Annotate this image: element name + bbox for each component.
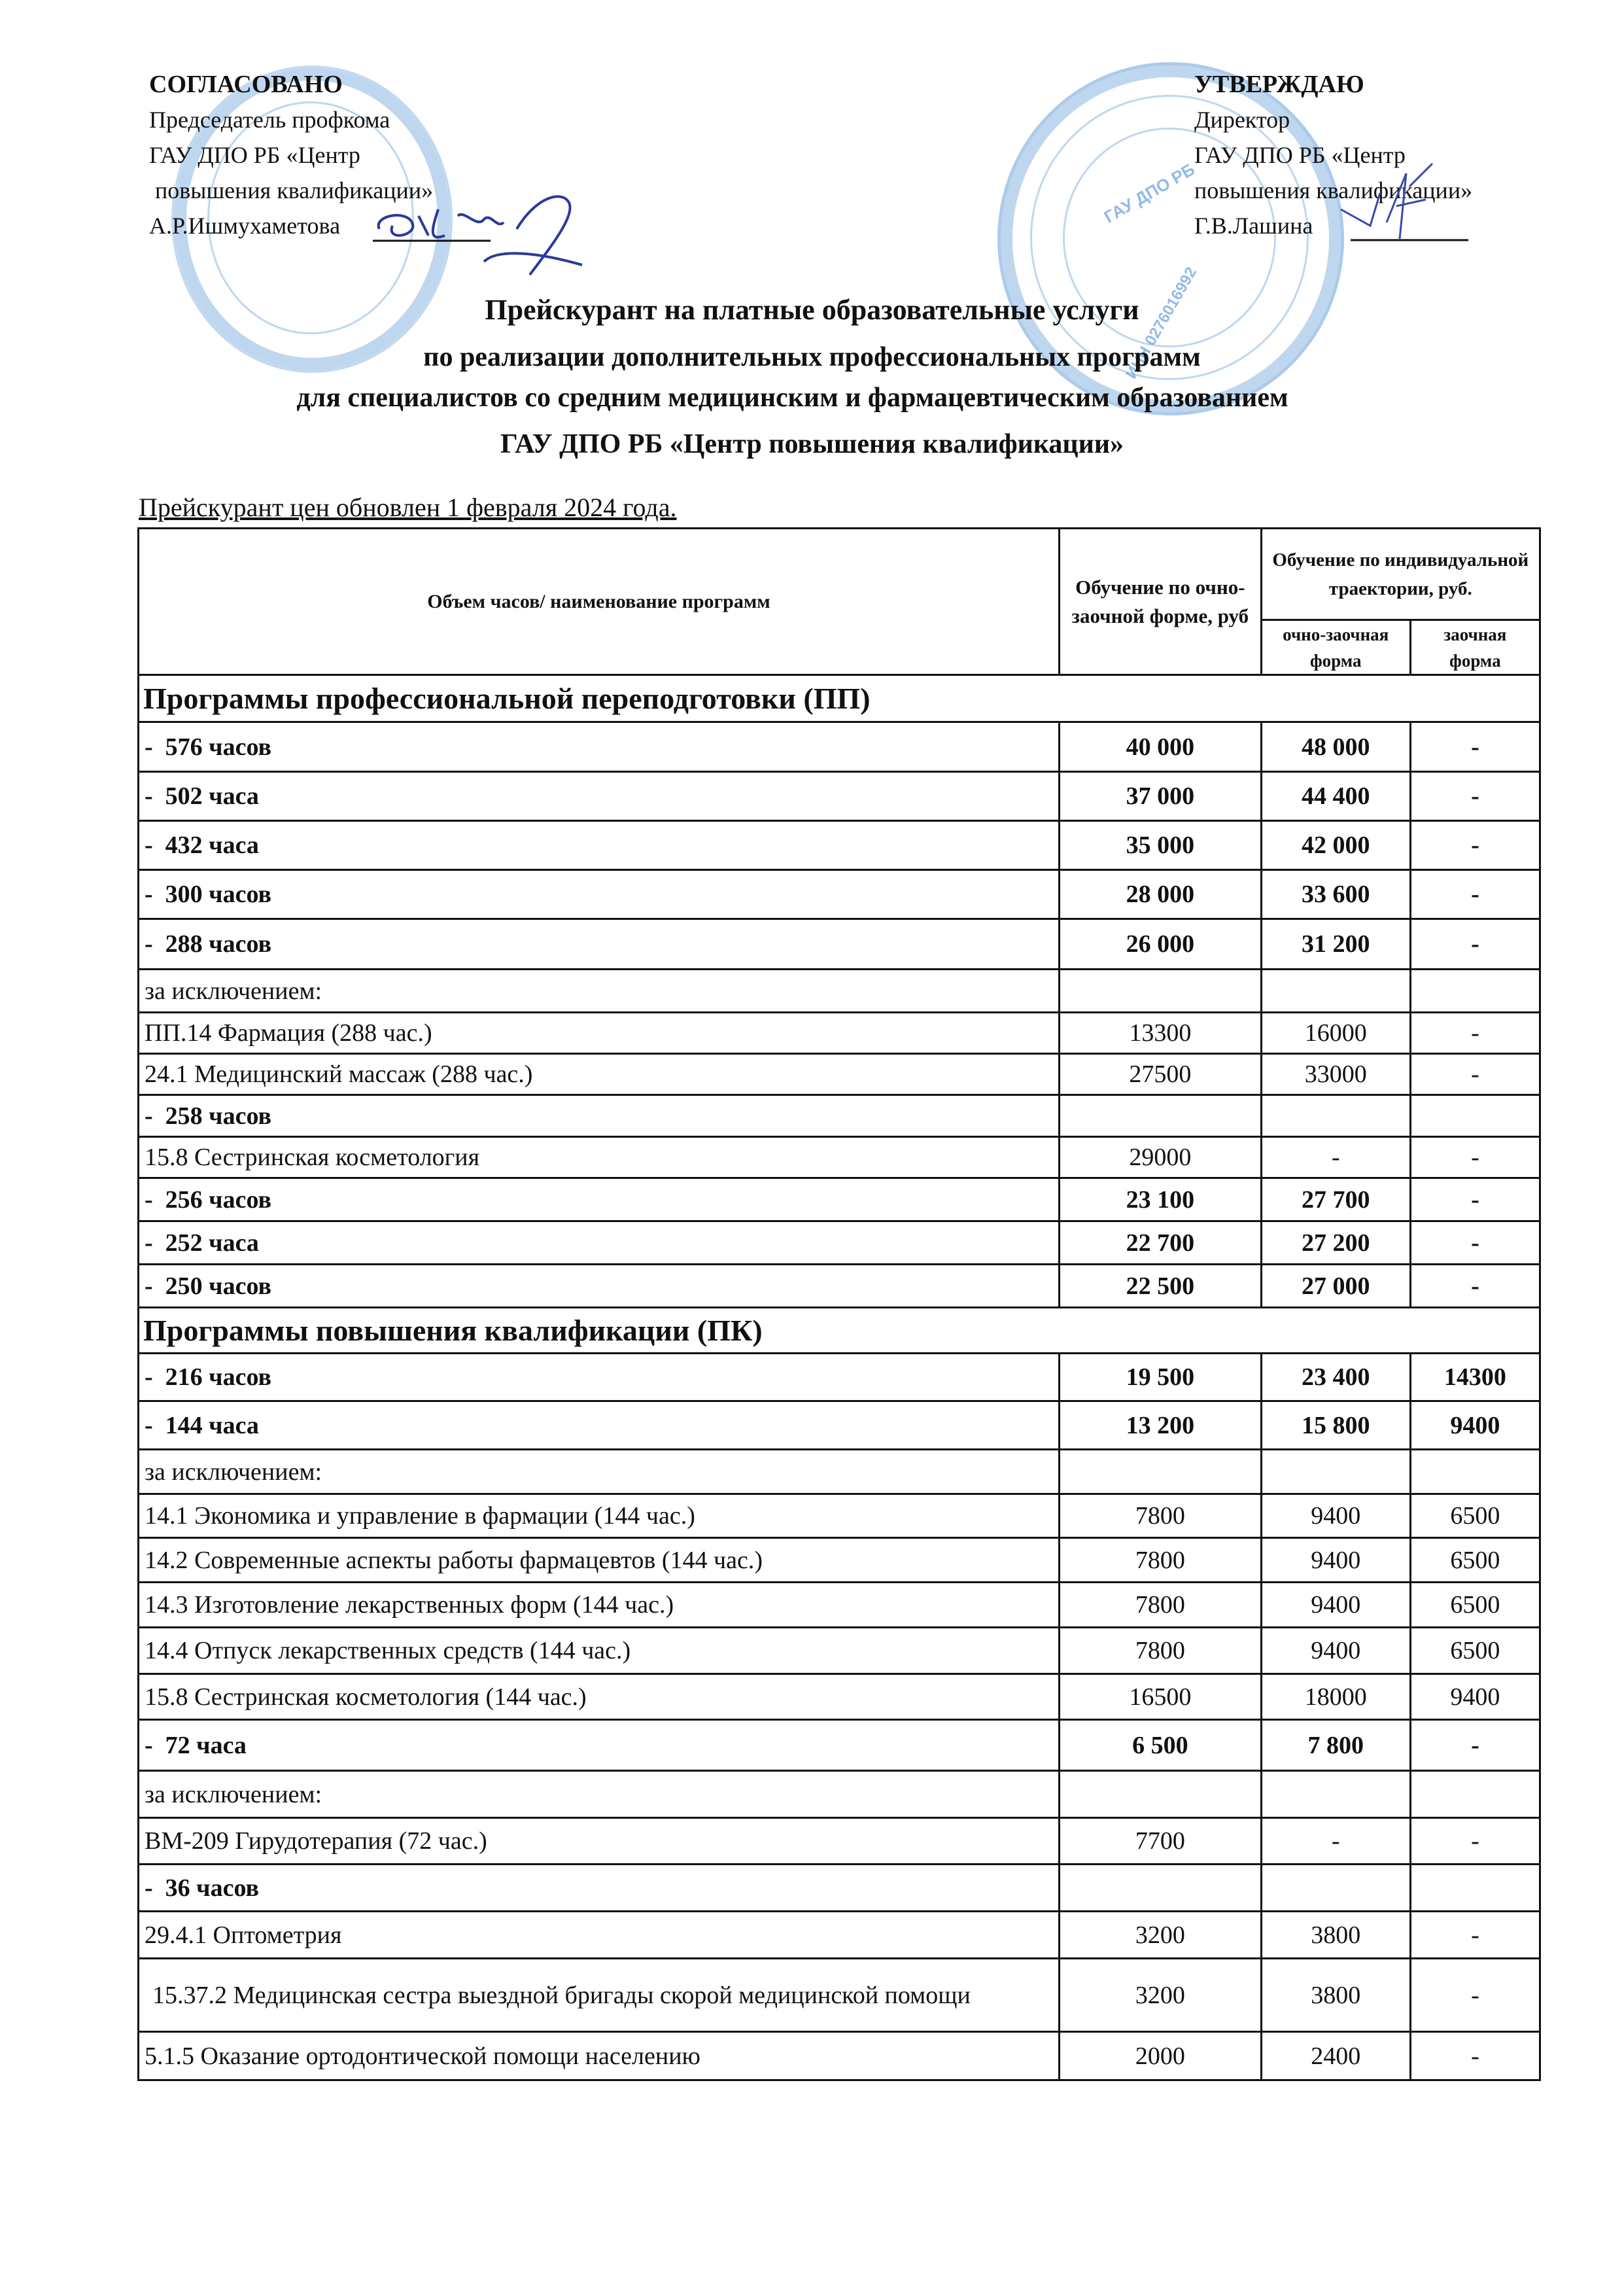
title-line-1: Прейскурант на платные образовательные услуги xyxy=(485,294,1139,326)
table-row xyxy=(139,1865,1540,1912)
price-ochno-zaochno xyxy=(1060,1450,1262,1494)
price-individual-ochno-zaochno: 18000 xyxy=(1261,1674,1410,1720)
price-individual-zaochno: - xyxy=(1410,1912,1540,1959)
row-label: 14.1 Экономика и управление в фармации (144 час.) xyxy=(139,1494,1060,1538)
approval-right-line: ГАУ ДПО РБ «Центр xyxy=(1194,142,1406,168)
stamp-inn: ИНН 0276016992 xyxy=(1122,264,1201,382)
approval-left-heading: СОГЛАСОВАНО xyxy=(149,71,343,98)
signature-left-icon xyxy=(366,190,641,294)
price-individual-ochno-zaochno xyxy=(1261,970,1410,1013)
title-line-4: ГАУ ДПО РБ «Центр повышения квалификации» xyxy=(500,429,1124,459)
approval-right-line: повышения квалификации» xyxy=(1194,177,1473,203)
price-individual-zaochno: 6500 xyxy=(1410,1538,1540,1583)
row-label: ПП.14 Фармация (288 час.) xyxy=(139,1013,1060,1054)
price-individual-ochno-zaochno xyxy=(1261,1450,1410,1494)
table-row xyxy=(139,1265,1540,1308)
table-row xyxy=(139,1354,1540,1401)
header-program: Объем часов/ наименование программ xyxy=(139,529,1060,675)
price-individual-zaochno xyxy=(1410,1771,1540,1818)
price-individual-ochno-zaochno: 23 400 xyxy=(1261,1354,1410,1401)
approval-right-heading: УТВЕРЖДАЮ xyxy=(1194,71,1364,98)
row-label: - 288 часов xyxy=(139,919,1060,970)
row-label: 14.3 Изготовление лекарственных форм (144 час.) xyxy=(139,1583,1060,1628)
price-individual-zaochno: - xyxy=(1410,1959,1540,2032)
table-row xyxy=(139,1959,1540,2032)
approval-left-line: Председатель профкома xyxy=(149,107,390,133)
row-label: - 256 часов xyxy=(139,1178,1060,1221)
price-ochno-zaochno: 28 000 xyxy=(1060,870,1262,919)
price-individual-ochno-zaochno xyxy=(1261,1771,1410,1818)
price-ochno-zaochno: 7700 xyxy=(1060,1818,1262,1865)
table-row xyxy=(139,919,1540,970)
title-line-2: по реализации дополнительных профессиональных программ xyxy=(423,342,1201,372)
price-ochno-zaochno xyxy=(1060,1771,1262,1818)
table-row xyxy=(139,1720,1540,1771)
row-label: 15.37.2 Медицинская сестра выездной бригады скорой медицинской помощи xyxy=(139,1959,1060,2032)
row-label: 15.8 Сестринская косметология (144 час.) xyxy=(139,1674,1060,1720)
price-individual-zaochno: 6500 xyxy=(1410,1583,1540,1628)
table-row xyxy=(139,1583,1540,1628)
table-row xyxy=(139,1013,1540,1054)
table-row xyxy=(139,1137,1540,1178)
price-individual-ochno-zaochno: 7 800 xyxy=(1261,1720,1410,1771)
price-individual-ochno-zaochno: 44 400 xyxy=(1261,772,1410,821)
price-ochno-zaochno: 2000 xyxy=(1060,2032,1262,2080)
price-individual-zaochno: - xyxy=(1410,772,1540,821)
row-label: - 502 часа xyxy=(139,772,1060,821)
price-individual-zaochno: - xyxy=(1410,1818,1540,1865)
price-individual-ochno-zaochno: 33 600 xyxy=(1261,870,1410,919)
table-row xyxy=(139,1221,1540,1265)
price-ochno-zaochno: 40 000 xyxy=(1060,722,1262,772)
row-label: - 216 часов xyxy=(139,1354,1060,1401)
price-individual-ochno-zaochno: 9400 xyxy=(1261,1538,1410,1583)
table-row xyxy=(139,1494,1540,1538)
price-ochno-zaochno: 22 700 xyxy=(1060,1221,1262,1265)
row-label: ВМ-209 Гирудотерапия (72 час.) xyxy=(139,1818,1060,1865)
row-label: 5.1.5 Оказание ортодонтической помощи населению xyxy=(139,2032,1060,2080)
price-individual-zaochno: 6500 xyxy=(1410,1494,1540,1538)
row-label: 24.1 Медицинский массаж (288 час.) xyxy=(139,1054,1060,1095)
table-row xyxy=(139,1818,1540,1865)
price-individual-zaochno: - xyxy=(1410,1013,1540,1054)
price-individual-zaochno: - xyxy=(1410,722,1540,772)
price-individual-ochno-zaochno: 9400 xyxy=(1261,1583,1410,1628)
table-row xyxy=(139,722,1540,772)
header-ochno-zaochno: Обучение по очно-заочной форме, руб xyxy=(1060,529,1262,675)
price-individual-ochno-zaochno: 42 000 xyxy=(1261,821,1410,870)
price-individual-zaochno: - xyxy=(1410,2032,1540,2080)
price-ochno-zaochno: 19 500 xyxy=(1060,1354,1262,1401)
section-header-pp xyxy=(139,675,1540,722)
table-row-exclusion xyxy=(139,970,1540,1013)
row-label: 14.2 Современные аспекты работы фармацевтов (144 час.) xyxy=(139,1538,1060,1583)
price-ochno-zaochno: 7800 xyxy=(1060,1538,1262,1583)
price-individual-zaochno: 14300 xyxy=(1410,1354,1540,1401)
price-individual-ochno-zaochno: 9400 xyxy=(1261,1494,1410,1538)
table-row xyxy=(139,1095,1540,1137)
section-title: Программы повышения квалификации (ПК) xyxy=(139,1308,1540,1354)
table-row xyxy=(139,1178,1540,1221)
title-line-3: для специалистов со средним медицинским и фармацевтическим образованием xyxy=(296,383,1288,413)
price-individual-ochno-zaochno: 3800 xyxy=(1261,1959,1410,2032)
price-individual-zaochno: 6500 xyxy=(1410,1628,1540,1674)
price-individual-zaochno: 9400 xyxy=(1410,1674,1540,1720)
approval-right-line: Директор xyxy=(1194,107,1290,133)
price-individual-ochno-zaochno: 48 000 xyxy=(1261,722,1410,772)
price-ochno-zaochno: 3200 xyxy=(1060,1912,1262,1959)
row-label: - 250 часов xyxy=(139,1265,1060,1308)
table-row xyxy=(139,1538,1540,1583)
price-ochno-zaochno: 3200 xyxy=(1060,1959,1262,2032)
price-individual-zaochno: - xyxy=(1410,919,1540,970)
price-individual-zaochno: - xyxy=(1410,821,1540,870)
table-row xyxy=(139,1401,1540,1450)
price-individual-zaochno: - xyxy=(1410,1720,1540,1771)
row-label: - 432 часа xyxy=(139,821,1060,870)
price-ochno-zaochno xyxy=(1060,970,1262,1013)
price-ochno-zaochno: 35 000 xyxy=(1060,821,1262,870)
price-individual-zaochno: - xyxy=(1410,1137,1540,1178)
price-ochno-zaochno: 7800 xyxy=(1060,1494,1262,1538)
price-individual-ochno-zaochno: 27 000 xyxy=(1261,1265,1410,1308)
approval-left-line: повышения квалификации» xyxy=(149,177,434,203)
price-ochno-zaochno: 13300 xyxy=(1060,1013,1262,1054)
price-ochno-zaochno: 22 500 xyxy=(1060,1265,1262,1308)
row-label: 15.8 Сестринская косметология xyxy=(139,1137,1060,1178)
row-label: 29.4.1 Оптометрия xyxy=(139,1912,1060,1959)
approval-left-line: ГАУ ДПО РБ «Центр xyxy=(149,142,360,168)
row-label: - 72 часа xyxy=(139,1720,1060,1771)
price-individual-zaochno xyxy=(1410,1865,1540,1912)
table-row xyxy=(139,1628,1540,1674)
price-individual-zaochno: - xyxy=(1410,1265,1540,1308)
row-label: за исключением: xyxy=(139,1450,1060,1494)
price-individual-ochno-zaochno: 33000 xyxy=(1261,1054,1410,1095)
price-individual-ochno-zaochno: 27 200 xyxy=(1261,1221,1410,1265)
approval-right-signer: Г.В.Лашина xyxy=(1194,213,1313,239)
price-ochno-zaochno xyxy=(1060,1095,1262,1137)
price-individual-ochno-zaochno: - xyxy=(1261,1818,1410,1865)
table-row xyxy=(139,2032,1540,2080)
row-label: - 252 часа xyxy=(139,1221,1060,1265)
price-individual-zaochno: - xyxy=(1410,870,1540,919)
table-row xyxy=(139,1912,1540,1959)
section-header-pk xyxy=(139,1308,1540,1354)
header-individual-zaochno: заочная форма xyxy=(1410,620,1540,675)
row-label: 14.4 Отпуск лекарственных средств (144 час.) xyxy=(139,1628,1060,1674)
row-label: - 258 часов xyxy=(139,1095,1060,1137)
price-individual-zaochno: - xyxy=(1410,1221,1540,1265)
price-individual-ochno-zaochno: 15 800 xyxy=(1261,1401,1410,1450)
price-ochno-zaochno: 6 500 xyxy=(1060,1720,1262,1771)
row-label: - 576 часов xyxy=(139,722,1060,772)
price-individual-zaochno: - xyxy=(1410,1054,1540,1095)
row-label: за исключением: xyxy=(139,970,1060,1013)
price-individual-zaochno: 9400 xyxy=(1410,1401,1540,1450)
price-individual-zaochno xyxy=(1410,1095,1540,1137)
price-individual-zaochno: - xyxy=(1410,1178,1540,1221)
price-ochno-zaochno: 26 000 xyxy=(1060,919,1262,970)
updated-note: Прейскурант цен обновлен 1 февраля 2024 года. xyxy=(139,493,677,522)
section-title: Программы профессиональной переподготовки (ПП) xyxy=(139,675,1540,722)
price-ochno-zaochno: 27500 xyxy=(1060,1054,1262,1095)
header-individual: Обучение по индивидуальной траектории, руб. xyxy=(1261,529,1540,620)
price-ochno-zaochno: 13 200 xyxy=(1060,1401,1262,1450)
price-ochno-zaochno: 29000 xyxy=(1060,1137,1262,1178)
price-individual-ochno-zaochno xyxy=(1261,1095,1410,1137)
price-individual-ochno-zaochno: - xyxy=(1261,1137,1410,1178)
table-row xyxy=(139,772,1540,821)
price-ochno-zaochno: 7800 xyxy=(1060,1583,1262,1628)
row-label: за исключением: xyxy=(139,1771,1060,1818)
header-individual-ochno-zaochno: очно-заочная форма xyxy=(1261,620,1410,675)
price-individual-zaochno xyxy=(1410,1450,1540,1494)
stamp-org-short: ГАУ ДПО РБ xyxy=(1100,159,1198,227)
table-row-exclusion xyxy=(139,1450,1540,1494)
price-individual-ochno-zaochno: 16000 xyxy=(1261,1013,1410,1054)
table-row xyxy=(139,821,1540,870)
row-label: - 300 часов xyxy=(139,870,1060,919)
price-ochno-zaochno: 37 000 xyxy=(1060,772,1262,821)
table-row xyxy=(139,1674,1540,1720)
price-individual-ochno-zaochno: 27 700 xyxy=(1261,1178,1410,1221)
row-label: - 144 часа xyxy=(139,1401,1060,1450)
approval-left-signer: А.Р.Ишмухаметова xyxy=(149,213,341,239)
table-row-exclusion xyxy=(139,1771,1540,1818)
price-ochno-zaochno: 7800 xyxy=(1060,1628,1262,1674)
price-ochno-zaochno: 23 100 xyxy=(1060,1178,1262,1221)
price-ochno-zaochno xyxy=(1060,1865,1262,1912)
price-individual-ochno-zaochno: 3800 xyxy=(1261,1912,1410,1959)
price-individual-ochno-zaochno xyxy=(1261,1865,1410,1912)
row-label: - 36 часов xyxy=(139,1865,1060,1912)
table-row xyxy=(139,1054,1540,1095)
price-individual-ochno-zaochno: 9400 xyxy=(1261,1628,1410,1674)
signature-right-icon xyxy=(1334,160,1491,245)
price-ochno-zaochno: 16500 xyxy=(1060,1674,1262,1720)
price-individual-ochno-zaochno: 2400 xyxy=(1261,2032,1410,2080)
price-individual-zaochno xyxy=(1410,970,1540,1013)
price-table xyxy=(137,527,1541,2081)
price-individual-ochno-zaochno: 31 200 xyxy=(1261,919,1410,970)
table-row xyxy=(139,870,1540,919)
